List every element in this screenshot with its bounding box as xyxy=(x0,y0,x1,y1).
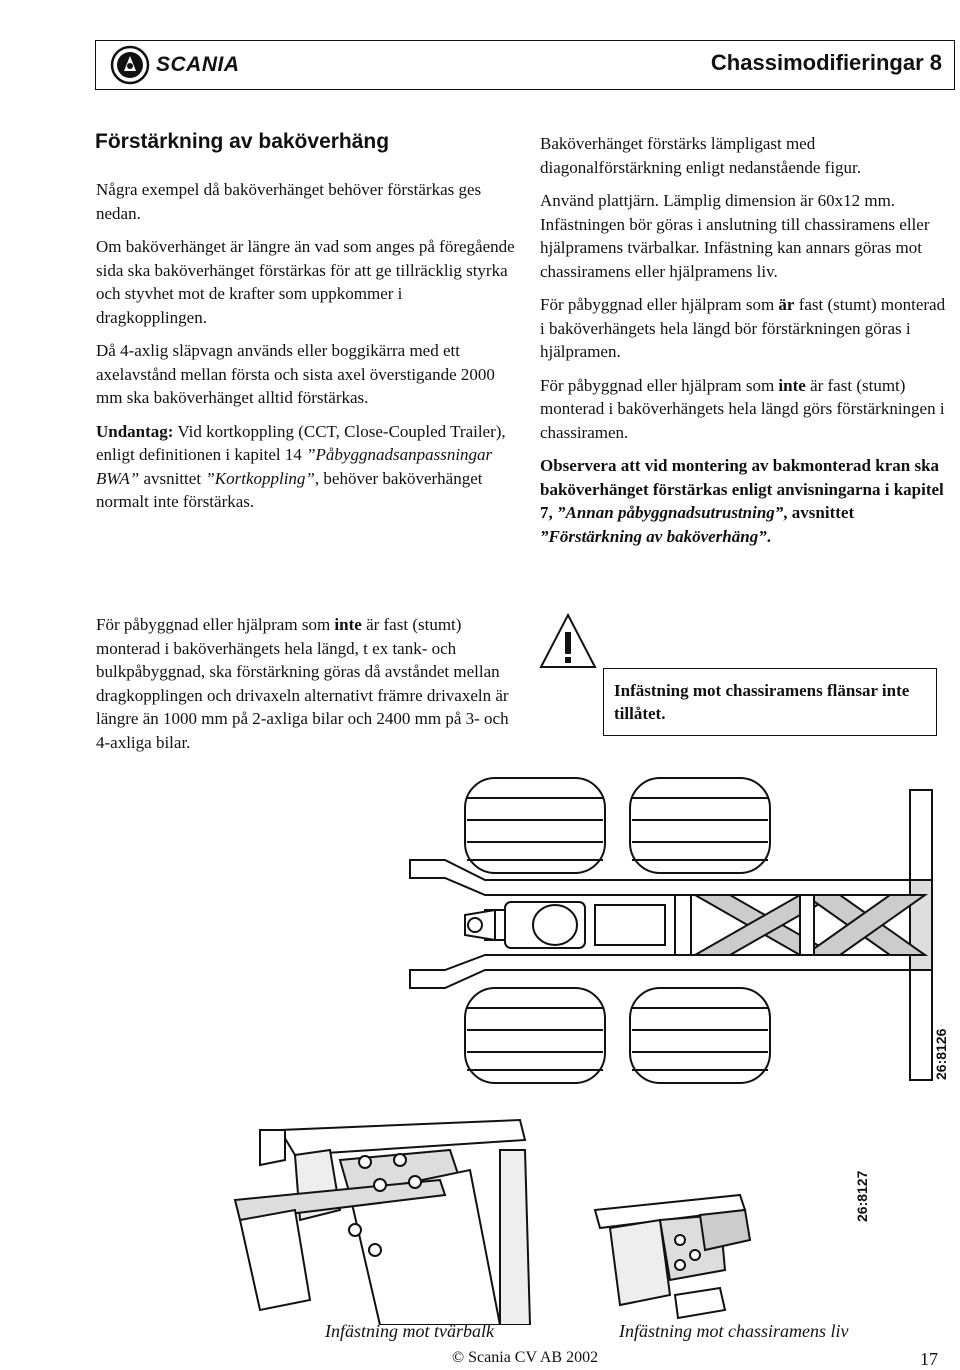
figure-code: 26:8126 xyxy=(933,1028,949,1080)
paragraph: Baköverhänget förstärks lämpligast med diagonalförstärkning enligt nedanstående figur. xyxy=(540,134,862,177)
text-run: Observera att vid montering av bakmonterad kran ska baköverhänget förstärkas enligt anvisningarna i kapitel 7, xyxy=(540,456,944,522)
section-title: Förstärkning av baköverhäng xyxy=(95,130,390,153)
text-run: För påbyggnad eller hjälpram som xyxy=(540,295,779,314)
text-run: , behöver baköverhänget normalt inte förstärkas. xyxy=(96,468,483,511)
emphasis: inte xyxy=(334,615,362,634)
text-run: avsnittet xyxy=(139,468,206,488)
right-column xyxy=(540,132,950,558)
rear-overhang-figure xyxy=(405,770,960,1100)
crane-note xyxy=(540,454,950,548)
paragraph xyxy=(540,374,950,445)
reference: ”Annan påbyggnadsutrustning” xyxy=(557,503,784,522)
exception-lead: Undantag: xyxy=(96,421,174,441)
text-run: är fast (stumt) monterad i baköverhängets hela längd görs förstärkningen i chassiramen. xyxy=(540,375,945,442)
figure-code: 26:8127 xyxy=(854,1170,870,1222)
text-run: Vid kortkoppling (CCT, Close-Coupled Trailer), enligt definitionen i kapitel 14 xyxy=(96,421,506,464)
paragraph: Använd plattjärn. Lämplig dimension är 60x12 mm. Infästningen bör göras i anslutning till chassiramens eller hjälpramens tvärbalkar. Infästning kan annars göras mot chassiramens eller hjälpramens liv. xyxy=(540,191,930,281)
emphasis: är xyxy=(778,295,795,314)
warning-icon xyxy=(538,612,598,670)
warning-box: Infästning mot chassiramens flänsar inte tillåtet. xyxy=(603,668,937,736)
text-run: är fast (stumt) monterad i baköverhängets hela längd, t ex tank- och bulkpåbyggnad, ska förstärkning göras då avståndet mellan dragkopplingen och drivaxeln alternativt främre drivaxeln är längre än 1000 mm på 2-axliga bilar och 2400 mm på 3- och 4-axliga bilar. xyxy=(96,615,509,752)
text-run: För påbyggnad eller hjälpram som xyxy=(96,615,335,634)
reference: ”Påbyggnadsanpassningar BWA” xyxy=(96,445,493,488)
brand-name: SCANIA xyxy=(156,53,240,76)
chapter-title: Chassimodifieringar 8 xyxy=(710,50,942,75)
page-number: 17 xyxy=(920,1349,938,1369)
copyright: © Scania CV AB 2002 xyxy=(452,1349,599,1366)
scania-logo xyxy=(110,44,240,86)
emphasis: inte xyxy=(778,375,806,395)
figure-caption-cross-member: Infästning mot tvärbalk xyxy=(325,1321,494,1341)
text-run: , avsnittet xyxy=(783,503,855,522)
exception-paragraph xyxy=(96,420,516,514)
figure-caption-frame-web: Infästning mot chassiramens liv xyxy=(619,1321,849,1341)
paragraph: Om baköverhänget är längre än vad som anges på föregående sida ska baköverhänget förstärkas för att ge tillräcklig styrka och styvhet mot de krafter som uppkommer i dragkopplingen. xyxy=(96,237,515,327)
paragraph xyxy=(540,293,950,364)
page-header xyxy=(95,40,955,90)
griffin-emblem-icon xyxy=(110,45,150,85)
text-run: fast (stumt) monterad i baköverhängets hela längd bör förstärkningen göras i hjälpramen. xyxy=(540,295,946,361)
text-run: . xyxy=(766,526,771,546)
left-column-lower xyxy=(96,613,516,764)
paragraph: Då 4-axlig släpvagn används eller boggikärra med ett axelavstånd mellan första och sista axel överstigande 2000 mm ska baköverhänget alltid förstärkas. xyxy=(96,341,495,407)
reference: ”Kortkoppling” xyxy=(205,468,315,488)
left-column xyxy=(96,178,516,524)
paragraph: Några exempel då baköverhänget behöver förstärkas ges nedan. xyxy=(96,180,482,223)
reference: ”Förstärkning av baköverhäng” xyxy=(540,526,767,546)
text-run: För påbyggnad eller hjälpram som xyxy=(540,375,779,395)
attachment-detail-figure xyxy=(200,1110,760,1325)
paragraph xyxy=(96,613,516,754)
